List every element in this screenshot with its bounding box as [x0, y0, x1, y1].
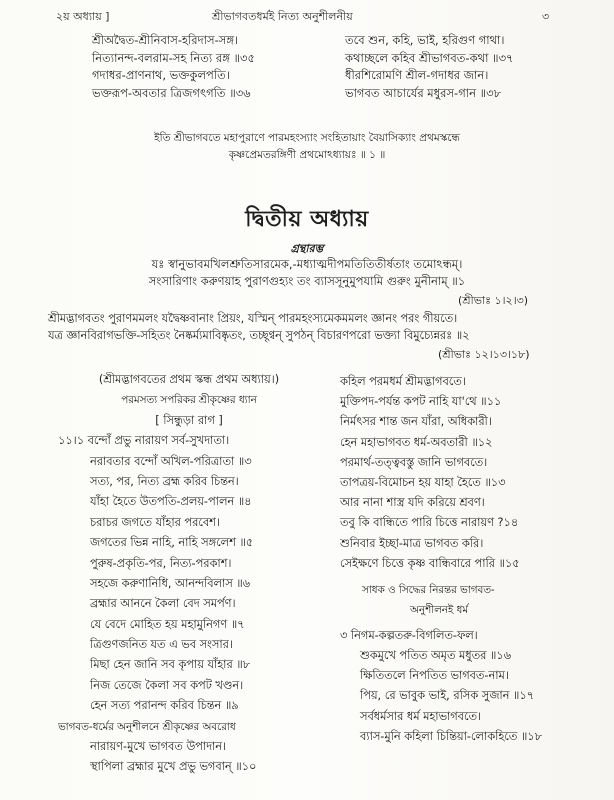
verse-line: সত্য, পর, নিত্য ব্রহ্ম করিব চিন্তন।	[90, 474, 239, 488]
verse-line: ভক্তরূপ-অবতার ত্রিজগৎগতি ॥৩৬	[92, 85, 251, 100]
verse-line: ভাগবত আচার্যের মধুরস-গান ॥৩৮	[345, 85, 502, 100]
verse-line: যাঁহা হৈতে উতপতি-প্রলয়-পালন ॥৪	[90, 495, 252, 509]
verse-line: ব্রহ্মার আননে কৈলা বেদ সমর্পণ।	[90, 597, 236, 611]
verse-line: গদাধর-প্রাণনাথ, ভক্তকুলপতি।	[92, 68, 230, 82]
verse-line: নারায়ণ-মুখে ভাগবত উপাদান।	[90, 740, 227, 754]
verse-line: যে বেদে মোহিত হয় মহামুনিগণ ॥৭	[90, 617, 245, 631]
raga-label: [ সিন্ধুড়া রাগ ]	[155, 413, 223, 427]
verse-line: তবু কি বান্ধিতে পারি চিত্তে নারায়ণ ?১৪	[340, 516, 519, 530]
verse-line: তবে শুন, কহি, ভাই, হরিগুণ গাথা।	[345, 33, 505, 47]
sloka-reference: (শ্রীভাঃ ১।২।৩)	[458, 294, 529, 307]
verse-line: চরাচর জগতে যাঁহার পরবেশ।	[90, 515, 220, 529]
chapter-colophon	[0, 130, 614, 164]
colophon-line: কৃষ্ণপ্রেমতরঙ্গিণী প্রথমোঽধ্যায়ঃ ॥ ১ ॥	[228, 149, 386, 161]
sanskrit-sloka-1	[0, 256, 614, 290]
verse-line: আর নানা শাস্ত্র যদি করিয়ে শ্রবণ।	[340, 496, 485, 510]
verse-line: ধীরশিরোমণি শ্রীল-গদাধর জান।	[345, 68, 489, 82]
chapter-marker: ২য় অধ্যায় ]	[56, 10, 110, 23]
sloka-reference: (শ্রীভাঃ ১২।১৩।১৮)	[438, 348, 530, 361]
verse-line: হেন মহাভাগবত ধর্ম-অবতারী ॥১২	[340, 435, 493, 449]
verse-line: পুরুষ-প্রকৃতি-পর, নিত্য-পরকাশ।	[90, 556, 232, 570]
verse-line: শ্রীঅদ্বৈত-শ্রীনিবাস-হরিদাস-সঙ্গ।	[92, 33, 239, 47]
verse-line: মুক্তিপদ-পর্যন্ত কপট নাহি যা'থে ॥১১	[340, 395, 502, 409]
verse-line: নিত্যানন্দ-বলরাম-সহ নিত্য রঙ্গ ॥৩৫	[92, 50, 255, 65]
verse-line: কহিল পরমধর্ম শ্রীমদ্ভাগবতে।	[340, 375, 466, 388]
verse-line: স্থাপিলা ব্রহ্মার মুখে প্রভু ভগবান্ ॥১০	[90, 760, 257, 774]
verse-line: সর্বধর্মসার ধর্ম মহাভাগবতে।	[360, 709, 482, 723]
verse-line: নরাবতার বন্দোঁ অখিল-পরিত্রাতা ॥৩	[90, 454, 252, 468]
verse-column-right	[345, 32, 514, 102]
verse-line: শুনিবার ইচ্ছা-মাত্র ভাগবত করি।	[340, 536, 484, 550]
sloka-line: যঃ স্বানুভাবমখিলশ্রুতিসারমেক,-মধ্যাত্মদীপমতিতিতীর্ষতাং তমোঽন্ধম্।	[151, 257, 463, 271]
verse-line: হেন সত্য পরানন্দ করিব চিন্তন ॥৯	[90, 699, 239, 713]
verse-line: ত্রিগুণজনিত যত এ ভব সংসার।	[90, 638, 233, 652]
verse-line: সেইক্ষণে চিত্তে কৃষ্ণ বান্ধিবারে পারি ॥১৫	[340, 556, 520, 570]
sloka-line: সংসারিণাং করুণয়াহ পুরাণগুহ্যং তং ব্যাসসূনুমুপযামি গুরুং মুনীনাম্ ॥১	[148, 274, 466, 288]
right-text-column	[340, 372, 610, 747]
verse-line: নিজ তেজে কৈলা সব কপট খণ্ডন।	[90, 678, 244, 692]
left-text-column	[58, 370, 320, 778]
section-heading: অনুশীলনই ধর্ম	[410, 603, 469, 616]
section-heading: ভাগবত-ধর্মের অনুশীলনে শ্রীকৃষ্ণের অবরোধ	[58, 720, 236, 733]
chapter-title: দ্বিতীয় অধ্যায়	[245, 207, 369, 232]
verse-line: ক্ষিতিতলে নিপতিত ভাগবত-নাম।	[360, 669, 509, 683]
colophon-line: ইতি শ্রীভাগবতে মহাপুরাণে পারমহংস্যাং সংহিতায়াং বৈয়াসিক্যাং প্রথমস্কন্ধে	[154, 132, 460, 144]
verse-column-left	[92, 32, 255, 102]
verse-line: কথাচ্ছলে কহিব শ্রীভাগবত-কথা ॥৩৭	[345, 50, 514, 65]
running-title: শ্রীভাগবতধর্মই নিত্য অনুশীলনীয়	[212, 10, 353, 23]
section-heading: পরমসত্য সপরিকর শ্রীকৃষ্ণের ধ্যান	[121, 394, 257, 407]
sloka-line: শ্রীমদ্ভাগবতং পুরাণমমলং যদ্বৈষ্ণবানাং প্রিয়ং, যস্মিন্ পারমহংস্যমেকমমলং জ্ঞানং পরং গীয়তে।	[48, 312, 458, 325]
page-number: ৩	[542, 10, 550, 23]
verse-line: ১১।১ বন্দোঁ প্রভু নারায়ণ সর্ব-সুখদাতা।	[58, 434, 230, 448]
verse-line: পিয়, রে ভাবুক ভাই, রসিক সুজান ॥১৭	[360, 689, 535, 703]
verse-line: ব্যাস-মুনি কহিলা চিন্তিয়া-লোকহিতে ॥১৮	[360, 729, 542, 743]
sanskrit-sloka-2	[48, 310, 608, 344]
verse-line: নির্মৎসর শান্ত জন যাঁরা, অধিকারী।	[340, 415, 492, 429]
running-head	[0, 8, 614, 28]
verse-line: পরমার্থ-তত্ত্ববস্তু জানি ভাগবতে।	[340, 455, 488, 469]
section-heading: সাধক ও সিদ্ধের নিরন্তর ভাগবত-	[362, 583, 495, 596]
verse-line: শুকমুখে পতিত অমৃত মধুতর ॥১৬	[360, 649, 511, 663]
verse-line: জগতের ভিন্ন নাহি, নাহি সঙ্গলেশ ॥৫	[90, 536, 254, 550]
verse-line: মিছা হেন জানি সব কৃপায় যাঁহার ॥৮	[90, 658, 250, 672]
source-note: (শ্রীমদ্ভাগবতের প্রথম স্কন্ধ প্রথম অধ্যায়।)	[98, 373, 280, 386]
chapter-subtitle: গ্রন্থারম্ভ	[290, 242, 324, 255]
sloka-line: যত্র জ্ঞানবিরাগভক্তি-সহিতং নৈষ্কর্ম্যমাবিষ্কৃতং, তচ্ছৃণ্বন্ সুপঠন্ বিচারণপরো ভক্ত্যা বিমুচ্যেন্নরঃ ॥২	[48, 329, 470, 342]
verse-line: তাপত্রয়-বিমোচন হয় যাহা হৈতে ॥১৩	[340, 475, 506, 489]
verse-line: সহজে করুণানিধি, আনন্দবিলাস ॥৬	[90, 576, 251, 590]
verse-line: ৩ নিগম-কল্পতরু-বিগলিত-ফল।	[340, 628, 478, 642]
